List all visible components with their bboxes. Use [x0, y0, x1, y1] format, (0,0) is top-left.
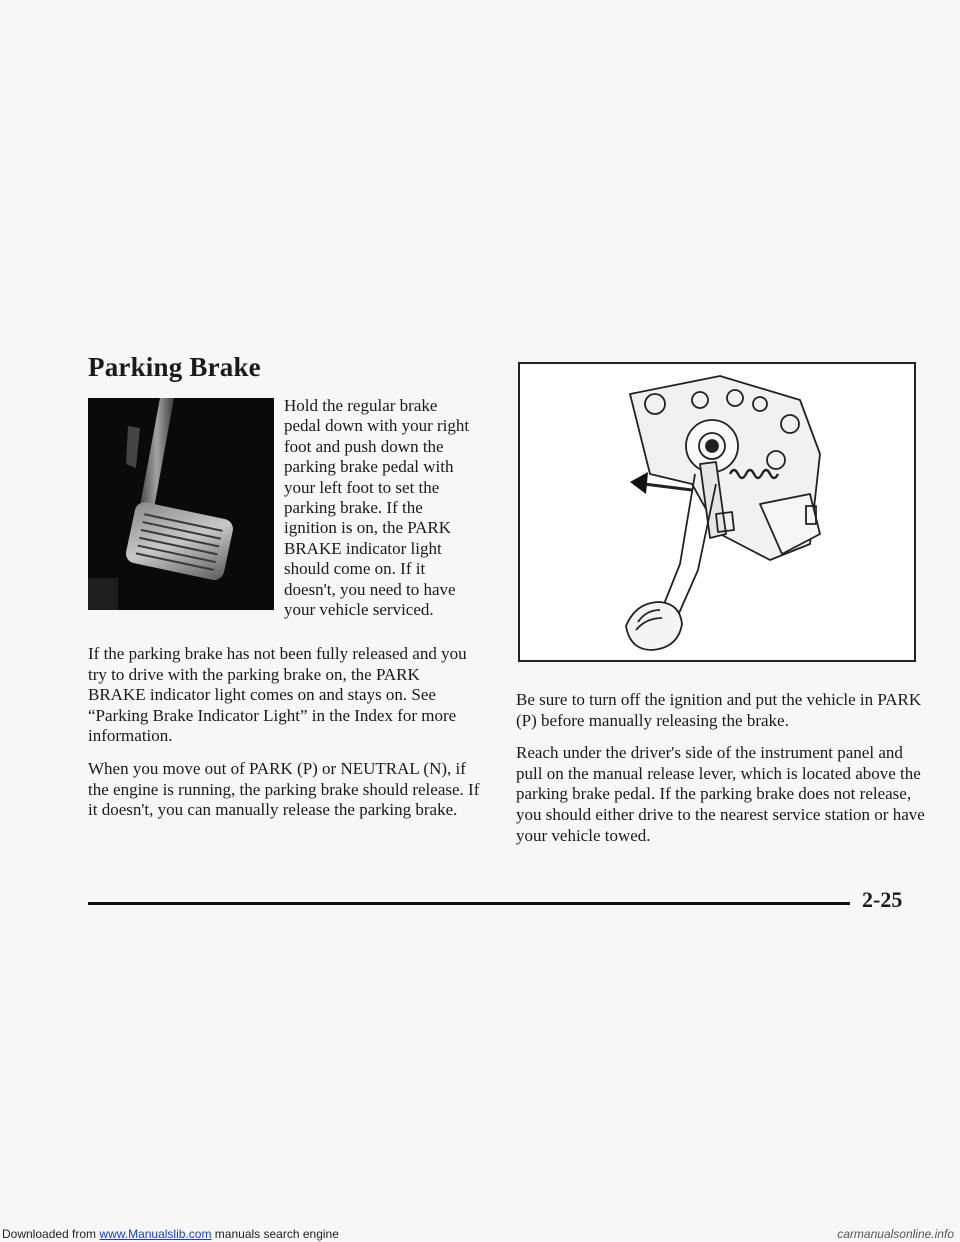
paragraph: Reach under the driver's side of the instrument panel and pull on the manual release lever, which is located above the parking brake pedal. If the parking brake does not release, you should either drive to the nearest service station or have your vehicle towed. [516, 743, 925, 845]
download-prefix: Downloaded from [2, 1227, 97, 1241]
page-number: 2-25 [862, 887, 903, 912]
footer-bar [0, 1226, 960, 1242]
release-lever-illustration [520, 364, 914, 660]
watermark: carmanualsonline.info [837, 1227, 954, 1241]
page-title: Parking Brake [88, 352, 261, 382]
paragraph: If the parking brake has not been fully released and you try to drive with the parking brake on, the PARK BRAKE indicator light comes on and stays on. See “Parking Brake Indicator Light” in the Index for more information. [88, 644, 467, 746]
right-column [516, 690, 926, 858]
download-credit [2, 1226, 339, 1242]
download-suffix: manuals search engine [214, 1227, 339, 1241]
manualslib-link[interactable]: www.Manualslib.com [99, 1227, 212, 1241]
pedal-photo-graphic [88, 398, 274, 610]
parking-brake-pedal-photo [88, 398, 274, 610]
intro-text: Hold the regular brake pedal down with your right foot and push down the parking brake pedal with your left foot to set the parking brake. If the ignition is on, the PARK BRAKE indicator light should come on. If it doesn't, you need to have your vehicle serviced. [284, 396, 470, 620]
paragraph: Be sure to turn off the ignition and put the vehicle in PARK (P) before manually releasing the brake. [516, 690, 922, 730]
page-rule [88, 902, 850, 905]
release-lever-diagram [518, 362, 916, 662]
left-column [88, 644, 480, 833]
paragraph: When you move out of PARK (P) or NEUTRAL (N), if the engine is running, the parking brake should release. If it doesn't, you can manually release the parking brake. [88, 758, 480, 820]
